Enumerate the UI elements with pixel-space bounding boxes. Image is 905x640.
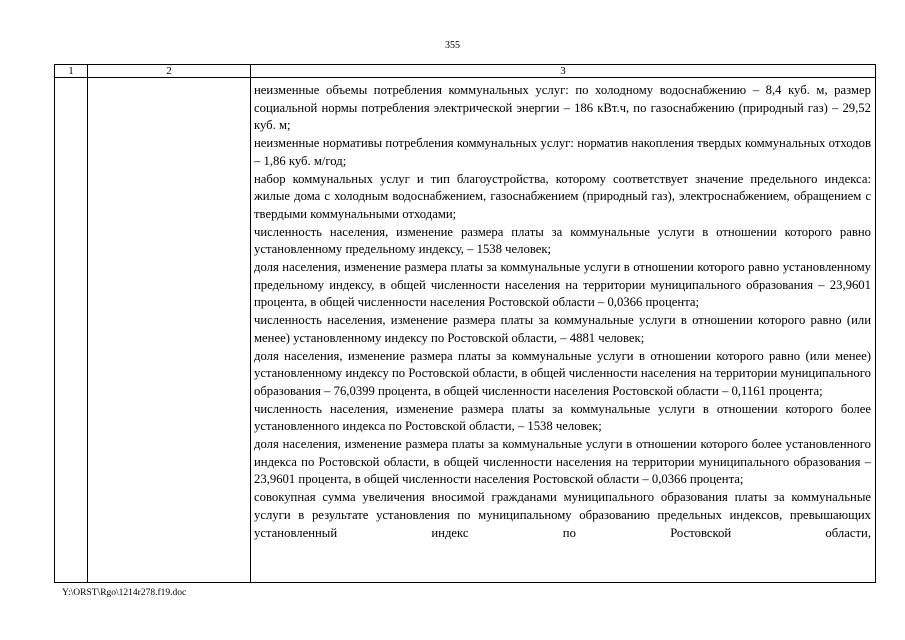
table-row (55, 78, 876, 583)
paragraph-consumption-volumes: неизменные объемы потребления коммунальных услуг: по холодному водоснабжению – 8,4 куб. м, размер социальной нормы потребления электрической энергии – 186 кВт.ч, по газоснабжению (природный газ) – 29,52 куб. м; (254, 83, 871, 133)
table-cell-col3 (251, 78, 876, 583)
paragraph-population-less: численность населения, изменение размера платы за коммунальные услуги в отношении которого равно (или менее) установленному индексу по Ростовской области, – 4881 человек; (254, 313, 871, 345)
paragraph-share-more: доля населения, изменение размера платы за коммунальные услуги в отношении которого более установленного индекса по Ростовской области, в общей численности населения на территории муниципального образования – 23,9601 процента, в общей численности населения Ростовской области – 0,0366 процента; (254, 437, 871, 487)
paragraph-consumption-norms: неизменные нормативы потребления коммунальных услуг: норматив накопления твердых коммунальных отходов – 1,86 куб. м/год; (254, 136, 871, 168)
table-cell-col2 (88, 78, 251, 583)
paragraph-share-less: доля населения, изменение размера платы за коммунальные услуги в отношении которого равно (или менее) установленному индексу по Ростовской области, в общей численности населения на территории муниципального образования – 76,0399 процента, в общей численности населения Ростовской области – 0,1161 процента; (254, 348, 871, 398)
table-header-row (55, 65, 876, 78)
column-header-2: 2 (88, 65, 251, 78)
paragraph-service-set: набор коммунальных услуг и тип благоустройства, которому соответствует значение предельного индекса: жилые дома с холодным водоснабжением, газоснабжением (природный газ), электроснабжением, обращением с твердыми коммунальными отходами; (254, 171, 871, 221)
column-header-1: 1 (55, 65, 88, 78)
paragraph-population-more: численность населения, изменение размера платы за коммунальные услуги в отношении которого более установленного индекса по Ростовской области, – 1538 человек; (254, 401, 871, 434)
paragraph-total-increase: совокупная сумма увеличения вносимой гражданами муниципального образования платы за коммунальные услуги в результате установления по муниципальному образованию предельных индексов, превышающих установленный индекс по Ростовской области, (254, 490, 871, 540)
table-cell-col1 (55, 78, 88, 583)
paragraph-share-equal: доля населения, изменение размера платы за коммунальные услуги в отношении которого равно установленному предельному индексу, в общей численности населения на территории муниципального образования – 23,9601 процента, в общей численности населения Ростовской области – 0,0366 процента; (254, 260, 871, 310)
page-number: 355 (445, 40, 460, 51)
column-header-3: 3 (251, 65, 876, 78)
footer-file-path: Y:\ORST\Rgo\1214r278.f19.doc (62, 588, 187, 598)
document-table (54, 64, 876, 583)
paragraph-population-equal: численность населения, изменение размера платы за коммунальные услуги в отношении которого равно установленному предельному индексу, – 1538 человек; (254, 224, 871, 257)
